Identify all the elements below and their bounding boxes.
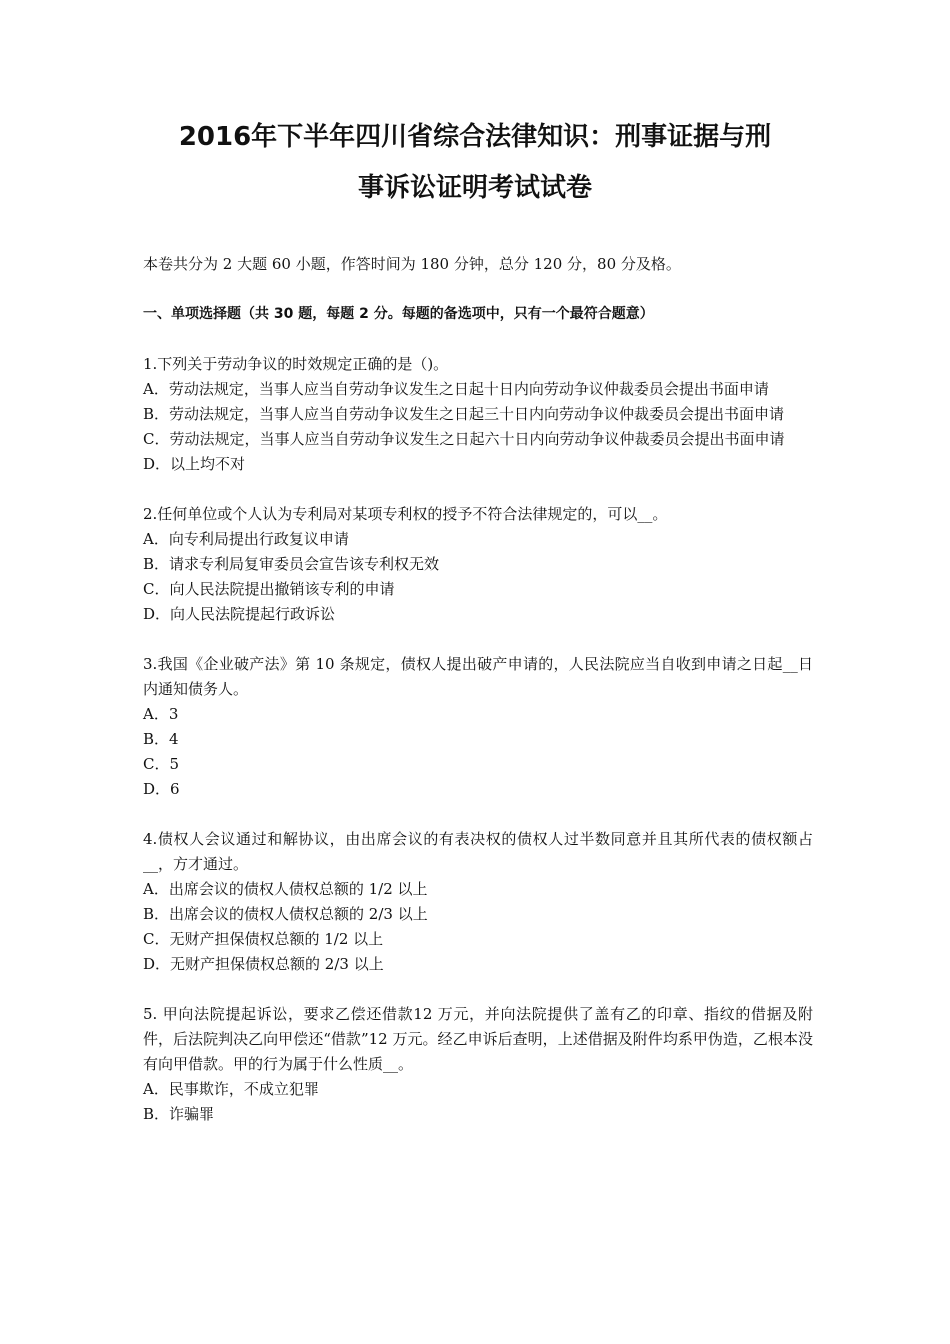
option-b: B．请求专利局复审委员会宣告该专利权无效 <box>143 555 440 573</box>
option-d: D．向人民法院提起行政诉讼 <box>143 605 336 623</box>
option-a: A．出席会议的债权人债权总额的 1/2 以上 <box>143 880 428 898</box>
question-3 <box>143 652 813 802</box>
question-stem: 5. 甲向法院提起诉讼，要求乙偿还借款12 万元，并向法院提供了盖有乙的印章、指纹的借据及附件，后法院判决乙向甲偿还“借款”12 万元。经乙申诉后查明，上述借据及附件均系甲伪造，乙根本没有向甲借款。甲的行为属于什么性质__。 <box>143 1005 813 1073</box>
option-c: C．劳动法规定，当事人应当自劳动争议发生之日起六十日内向劳动争议仲裁委员会提出书面申请 <box>143 430 785 448</box>
option-a: A．民事欺诈，不成立犯罪 <box>143 1080 319 1098</box>
option-c: C．无财产担保债权总额的 1/2 以上 <box>143 930 384 948</box>
option-a: A．向专利局提出行政复议申请 <box>143 530 349 548</box>
title-line-2: 事诉讼证明考试试卷 <box>357 173 592 203</box>
question-stem: 4.债权人会议通过和解协议，由出席会议的有表决权的债权人过半数同意并且其所代表的债权额占__，方才通过。 <box>143 830 813 873</box>
question-4 <box>143 827 813 977</box>
option-d: D．以上均不对 <box>143 455 246 473</box>
option-a: A．劳动法规定，当事人应当自劳动争议发生之日起十日内向劳动争议仲裁委员会提出书面申请 <box>143 380 769 398</box>
option-c: C．向人民法院提出撤销该专利的申请 <box>143 580 395 598</box>
option-b: B．出席会议的债权人债权总额的 2/3 以上 <box>143 905 428 923</box>
section-heading: 一、单项选择题（共 30 题，每题 2 分。每题的备选项中，只有一个最符合题意） <box>143 306 654 322</box>
document-title <box>100 112 850 214</box>
question-stem: 2.任何单位或个人认为专利局对某项专利权的授予不符合法律规定的，可以__。 <box>143 505 668 523</box>
question-stem: 3.我国《企业破产法》第 10 条规定，债权人提出破产申请的，人民法院应当自收到申请之日起__日内通知债务人。 <box>143 655 813 698</box>
option-d: D．无财产担保债权总额的 2/3 以上 <box>143 955 384 973</box>
option-a: A．3 <box>143 705 179 723</box>
option-c: C．5 <box>143 755 180 773</box>
title-line-1: 2016年下半年四川省综合法律知识：刑事证据与刑 <box>178 122 772 152</box>
option-b: B．4 <box>143 730 179 748</box>
option-b: B．劳动法规定，当事人应当自劳动争议发生之日起三十日内向劳动争议仲裁委员会提出书面申请 <box>143 405 785 423</box>
question-2 <box>143 502 813 627</box>
option-d: D．6 <box>143 780 180 798</box>
exam-intro: 本卷共分为 2 大题 60 小题，作答时间为 180 分钟，总分 120 分，80 分及格。 <box>143 255 681 273</box>
document-body <box>143 252 813 1152</box>
question-stem: 1.下列关于劳动争议的时效规定正确的是（)。 <box>143 355 449 373</box>
question-1 <box>143 352 813 477</box>
question-5 <box>143 1002 813 1127</box>
option-b: B．诈骗罪 <box>143 1105 215 1123</box>
